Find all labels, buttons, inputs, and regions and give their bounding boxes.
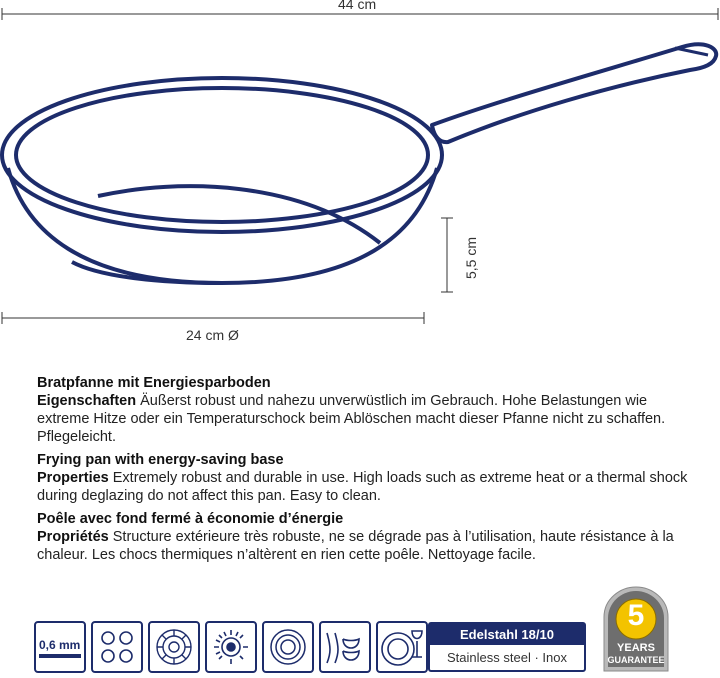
material-label-bottom: Stainless steel · Inox	[447, 650, 567, 665]
title-fr: Poêle avec fond fermé à économie d’énergie	[37, 511, 344, 527]
height-label: 5,5 cm	[463, 237, 479, 280]
induction-icon	[205, 621, 257, 673]
text-fr: Structure extérieure très robuste, ne se dégrade pas à l’utilisation, haute résistance à la chaleur. Les chocs thermiques n’altèrent en rien cette poêle. Nettoyage facile.	[37, 529, 674, 563]
description-de	[37, 374, 702, 446]
gas-hob-icon	[148, 621, 200, 673]
thickness-bar	[39, 654, 81, 658]
label-fr: Propriétés	[37, 529, 109, 545]
text-en: Extremely robust and durable in use. High loads such as extreme heat or a thermal shock during deglazing do not affect this pan. Easy to clean.	[37, 470, 688, 504]
label-de: Eigenschaften	[37, 393, 137, 409]
description-fr	[37, 510, 702, 564]
dishwasher-icon	[376, 621, 428, 673]
title-en: Frying pan with energy-saving base	[37, 452, 284, 468]
material-label-top: Edelstahl 18/10	[430, 624, 584, 645]
halogen-hob-icon	[319, 621, 371, 673]
text-de: Äußerst robust und nahezu unverwüstlich im Gebrauch. Hohe Belastungen wie extreme Hitze oder ein Temperaturschock beim Ablöschen macht dieser Pfanne nicht zu schaffen. Pflegeleicht.	[37, 393, 666, 445]
guarantee-badge	[602, 585, 670, 673]
thickness-icon	[34, 621, 86, 673]
guarantee-text: GUARANTEE	[607, 655, 665, 665]
description-en	[37, 451, 702, 505]
title-de: Bratpfanne mit Energiesparboden	[37, 375, 271, 391]
description-block	[37, 374, 702, 569]
material-label	[428, 622, 586, 672]
electric-hob-icon	[91, 621, 143, 673]
total-length-label: 44 cm	[338, 0, 377, 12]
guarantee-years-number: 5	[627, 599, 645, 632]
guarantee-years-text: YEARS	[617, 642, 655, 654]
frying-pan-illustration	[0, 0, 720, 300]
label-en: Properties	[37, 470, 109, 486]
ceramic-hob-icon	[262, 621, 314, 673]
diameter-label: 24 cm Ø	[186, 327, 239, 343]
thickness-label: 0,6 mm	[39, 638, 81, 652]
